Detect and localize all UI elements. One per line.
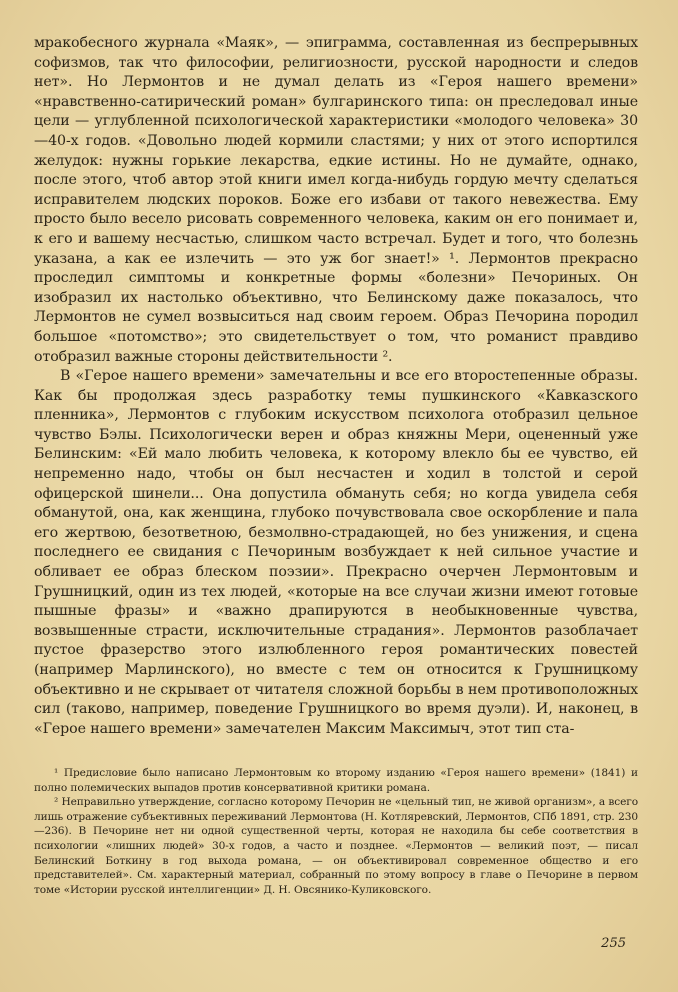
footnote-1: ¹ Предисловие было написано Лермонтовым ко второму изданию «Героя нашего времени» (1841) и полно полемических выпадов против консервативной критики романа. <box>34 767 638 794</box>
footnote-2: ² Неправильно утверждение, согласно которому Печорин не «цельный тип, не живой организм», а всего лишь отражение субъективных переживаний Лермонтова (Н. Котляревский, Лермонтов, СПб 1891, стр. 230—236). В Печорине нет ни одной существенной черты, которая не находила бы себе соответствия в психологии «лишних людей» 30-х годов, а часто и позднее. «Лермонтов — великий поэт, — писал Белинский Боткину в год выхода романа, — он объективировал современное общество и его представителей». См. характерный материал, собранный по этому вопросу в главе о Печорине в первом томе «Истории русской интеллигенции» Д. Н. Овсянико-Куликовского. <box>34 796 638 896</box>
main-text <box>34 34 638 739</box>
footnotes <box>34 766 638 897</box>
paragraph-2: В «Герое нашего времени» замечательны и все его второстепенные образы. Как бы продолжая здесь разработку темы пушкинского «Кавказского пленника», Лермонтов с глубоким искусством психолога отобразил цельное чувство Бэлы. Психологически верен и образ княжны Мери, оцененный уже Белинским: «Ей мало любить человека, к которому влекло бы ее чувство, ей непременно надо, чтобы он был несчастен и ходил в толстой и серой офицерской шинели... Она допустила обмануть себя; но когда увидела себя обманутой, она, как женщина, глубоко почувствовала свое оскорбление и пала его жертвою, безответною, безмолвно-страдающей, но без унижения, и сцена последнего ее свидания с Печориным возбуждает к ней сильное участие и обливает ее образ блеском поэзии». Прекрасно очерчен Лермонтовым и Грушницкий, один из тех людей, «которые на все случаи жизни имеют готовые пышные фразы» и «важно драпируются в необыкновенные чувства, возвышенные страсти, исключительные страдания». Лермонтов разоблачает пустое фразерство этого излюбленного героя романтических повестей (например Марлинского), но вместе с тем он относится к Грушницкому объективно и не скрывает от читателя сложной борьбы в нем противоположных сил (таково, например, поведение Грушницкого во время дуэли). И, наконец, в «Герое нашего времени» замечателен Максим Максимыч, этот тип ста- <box>34 368 638 737</box>
page-number: 255 <box>601 936 626 951</box>
paragraph-1: мракобесного журнала «Маяк», — эпиграмма, составленная из беспрерывных софизмов, так что философии, религиозности, русской народности и следов нет». Но Лермонтов и не думал делать из «Героя нашего времени» «нравственно-сатирический роман» булгаринского типа: он преследовал иные цели — углубленной психологической характеристики «молодого человека» 30—40-х годов. «Довольно людей кормили сластями; у них от этого испортился желудок: нужны горькие лекарства, едкие истины. Но не думайте, однако, после этого, чтоб автор этой книги имел когда-нибудь гордую мечту сделаться исправителем людских пороков. Боже его избави от такого невежества. Ему просто было весело рисовать современного человека, каким он его понимает и, к его и вашему несчастью, слишком часто встречал. Будет и того, что болезнь указана, а как ее излечить — это уж бог знает!» ¹. Лермонтов прекрасно проследил симптомы и конкретные формы «болезни» Печориных. Он изобразил их настолько объективно, что Белинскому даже показалось, что Лермонтов не сумел возвыситься над своим героем. Образ Печорина породил большое «потомство»; это свидетельствует о том, что романист правдиво отобразил важные стороны действительности ². <box>34 35 638 365</box>
